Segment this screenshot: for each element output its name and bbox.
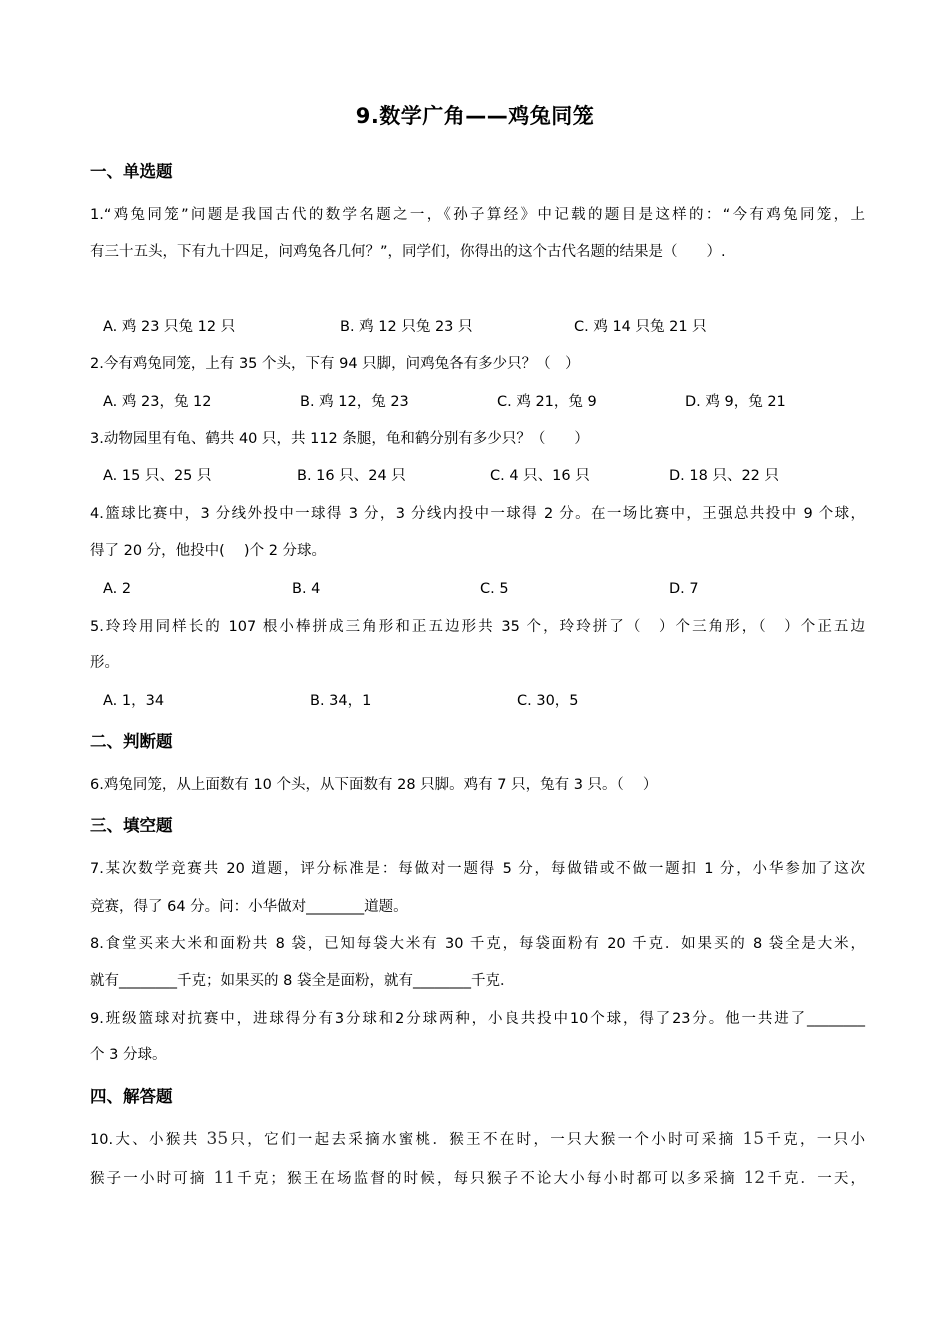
- question-7-line-2: 竞赛，得了 64 分。问：小华做对________道题。: [90, 899, 408, 915]
- question-5-line-1: 5.玲玲用同样长的 107 根小棒拼成三角形和正五边形共 35 个，玲玲拼了（ ）个三角形，（ ）个正五边: [90, 619, 865, 635]
- question-4-option-c: C. 5: [480, 581, 509, 597]
- question-4-option-b: B. 4: [292, 581, 321, 597]
- question-10-line-2: [90, 1168, 865, 1189]
- question-10-text: 只，它们一起去采摘水蜜桃．猴王不在时，一只大猴一个小时可采摘: [228, 1132, 743, 1148]
- question-4-line-1: 4.篮球比赛中，3 分线外投中一球得 3 分，3 分线内投中一球得 2 分。在一场比赛中，王强总共投中 9 个球，: [90, 506, 865, 522]
- question-9-line-2: 个 3 分球。: [90, 1047, 167, 1063]
- question-10-text: 千克，一只小: [764, 1132, 866, 1148]
- question-10-text: 猴子一小时可摘: [90, 1171, 214, 1187]
- question-1-option-c: C. 鸡 14 只兔 21 只: [574, 319, 707, 335]
- question-10-number: 11: [213, 1168, 235, 1188]
- question-4-option-a: A. 2: [103, 581, 132, 597]
- question-6-line-1: 6.鸡兔同笼，从上面数有 10 个头，从下面数有 28 只脚。鸡有 7 只，兔有 3 只。（ ）: [90, 777, 658, 793]
- question-2-option-b: B. 鸡 12，兔 23: [300, 394, 409, 410]
- question-10-number: 12: [743, 1168, 766, 1188]
- question-4-line-2: 得了 20 分，他投中( )个 2 分球。: [90, 543, 327, 559]
- question-4-option-d: D. 7: [669, 581, 699, 597]
- section-heading-fill-blank: 三、填空题: [90, 816, 173, 835]
- question-9-line-1: 9.班级篮球对抗赛中，进球得分有3分球和2分球两种，小良共投中10个球，得了23分。他一共进了________: [90, 1011, 865, 1027]
- section-heading-single-choice: 一、单选题: [90, 162, 173, 181]
- question-3-option-a: A. 15 只、25 只: [103, 468, 212, 484]
- question-2-option-a: A. 鸡 23，兔 12: [103, 394, 212, 410]
- question-2-line-1: 2.今有鸡兔同笼，上有 35 个头，下有 94 只脚，问鸡兔各有多少只？（ ）: [90, 356, 580, 372]
- page-title: 9.数学广角——鸡兔同笼: [355, 104, 595, 128]
- question-8-line-1: 8.食堂买来大米和面粉共 8 袋，已知每袋大米有 30 千克，每袋面粉有 20 千克．如果买的 8 袋全是大米，: [90, 936, 865, 952]
- question-3-option-b: B. 16 只、24 只: [297, 468, 406, 484]
- question-3-line-1: 3.动物园里有龟、鹤共 40 只，共 112 条腿，龟和鹤分别有多少只？（ ）: [90, 431, 589, 447]
- question-10-text: 千克．一天，: [765, 1171, 866, 1187]
- question-10-number: 35: [206, 1129, 229, 1149]
- question-1-option-a: A. 鸡 23 只兔 12 只: [103, 319, 236, 335]
- section-heading-word-problems: 四、解答题: [90, 1087, 173, 1106]
- question-1-option-b: B. 鸡 12 只兔 23 只: [340, 319, 473, 335]
- question-1-line-1: 1.“鸡兔同笼”问题是我国古代的数学名题之一，《孙子算经》中记载的题目是这样的：“今有鸡兔同笼，上: [90, 207, 865, 223]
- question-10-line-1: [90, 1129, 865, 1150]
- question-5-option-c: C. 30，5: [517, 693, 579, 709]
- question-3-option-c: C. 4 只、16 只: [490, 468, 590, 484]
- question-10-text: 10.大、小猴共: [90, 1132, 207, 1148]
- section-heading-true-false: 二、判断题: [90, 732, 173, 751]
- question-10-number: 15: [742, 1129, 765, 1149]
- question-5-option-b: B. 34，1: [310, 693, 372, 709]
- question-3-option-d: D. 18 只、22 只: [669, 468, 780, 484]
- question-10-text: 千克；猴王在场监督的时候，每只猴子不论大小每小时都可以多采摘: [234, 1171, 744, 1187]
- question-7-line-1: 7.某次数学竞赛共 20 道题，评分标准是：每做对一题得 5 分，每做错或不做一题扣 1 分，小华参加了这次: [90, 861, 865, 877]
- question-5-line-2: 形。: [90, 655, 119, 671]
- question-5-option-a: A. 1，34: [103, 693, 165, 709]
- question-8-line-2: 就有________千克；如果买的 8 袋全是面粉，就有________千克．: [90, 973, 515, 989]
- question-1-line-2: 有三十五头，下有九十四足，问鸡兔各几何？”，同学们，你得出的这个古代名题的结果是（ ）.: [90, 244, 726, 260]
- question-2-option-d: D. 鸡 9，兔 21: [685, 394, 786, 410]
- question-2-option-c: C. 鸡 21，兔 9: [497, 394, 597, 410]
